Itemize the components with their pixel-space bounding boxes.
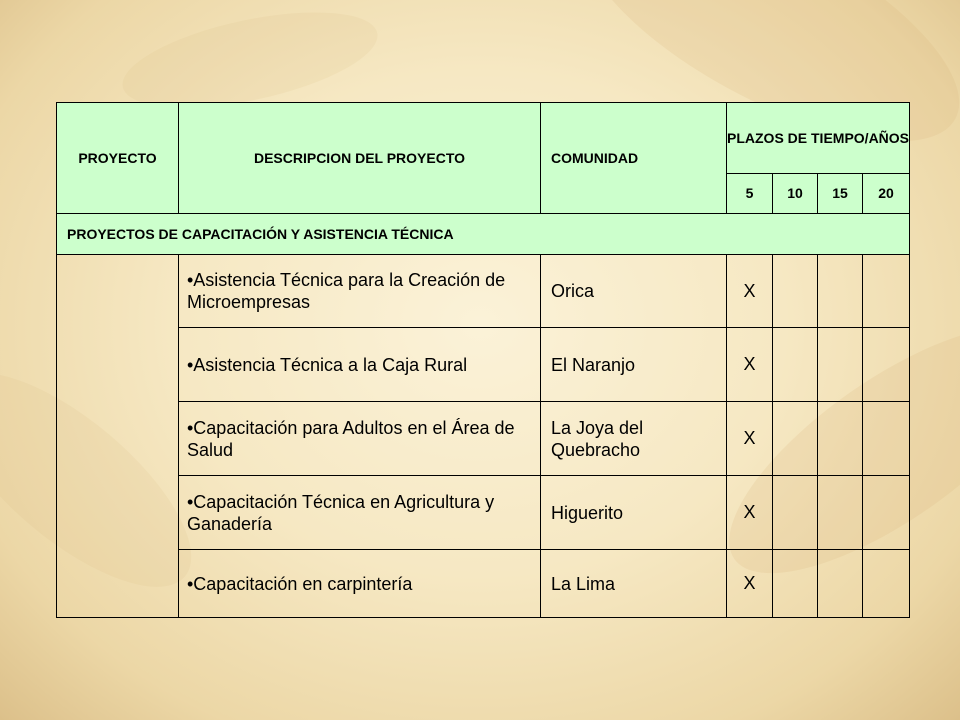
- row-mark-15: [818, 328, 863, 402]
- row-mark-10: [773, 402, 818, 476]
- projects-table-wrapper: [56, 102, 910, 618]
- row-descripcion: •Capacitación para Adultos en el Área de Salud: [179, 402, 541, 476]
- row-mark-20: [863, 255, 910, 328]
- header-proyecto: PROYECTO: [57, 103, 179, 214]
- projects-table: [56, 102, 910, 618]
- row-mark-5: X: [727, 476, 773, 550]
- table-row: [57, 328, 910, 402]
- section-title: PROYECTOS DE CAPACITACIÓN Y ASISTENCIA TÉCNICA: [57, 214, 910, 255]
- row-comunidad: Orica: [541, 255, 727, 328]
- row-mark-5: X: [727, 255, 773, 328]
- row-descripcion: •Asistencia Técnica para la Creación de Microempresas: [179, 255, 541, 328]
- row-comunidad: La Joya del Quebracho: [541, 402, 727, 476]
- row-mark-5: X: [727, 550, 773, 618]
- row-mark-10: [773, 550, 818, 618]
- header-plazos: PLAZOS DE TIEMPO/AÑOS: [727, 103, 910, 174]
- row-mark-10: [773, 328, 818, 402]
- table-row: [57, 476, 910, 550]
- row-mark-15: [818, 550, 863, 618]
- row-mark-20: [863, 328, 910, 402]
- proyecto-empty-cell: [57, 255, 179, 618]
- row-mark-5: X: [727, 402, 773, 476]
- table-row: [57, 402, 910, 476]
- row-mark-15: [818, 255, 863, 328]
- row-mark-20: [863, 476, 910, 550]
- row-descripcion: •Capacitación Técnica en Agricultura y Ganadería: [179, 476, 541, 550]
- header-year-15: 15: [818, 173, 863, 213]
- row-descripcion: •Capacitación en carpintería: [179, 550, 541, 618]
- row-comunidad: El Naranjo: [541, 328, 727, 402]
- row-comunidad: La Lima: [541, 550, 727, 618]
- row-mark-15: [818, 402, 863, 476]
- row-mark-20: [863, 402, 910, 476]
- header-year-5: 5: [727, 173, 773, 213]
- header-year-20: 20: [863, 173, 910, 213]
- row-mark-20: [863, 550, 910, 618]
- row-mark-10: [773, 255, 818, 328]
- row-comunidad: Higuerito: [541, 476, 727, 550]
- table-row: [57, 550, 910, 618]
- header-year-10: 10: [773, 173, 818, 213]
- row-mark-5: X: [727, 328, 773, 402]
- table-row: [57, 255, 910, 328]
- header-comunidad: COMUNIDAD: [541, 103, 727, 214]
- row-descripcion: •Asistencia Técnica a la Caja Rural: [179, 328, 541, 402]
- row-mark-15: [818, 476, 863, 550]
- row-mark-10: [773, 476, 818, 550]
- header-descripcion: DESCRIPCION DEL PROYECTO: [179, 103, 541, 214]
